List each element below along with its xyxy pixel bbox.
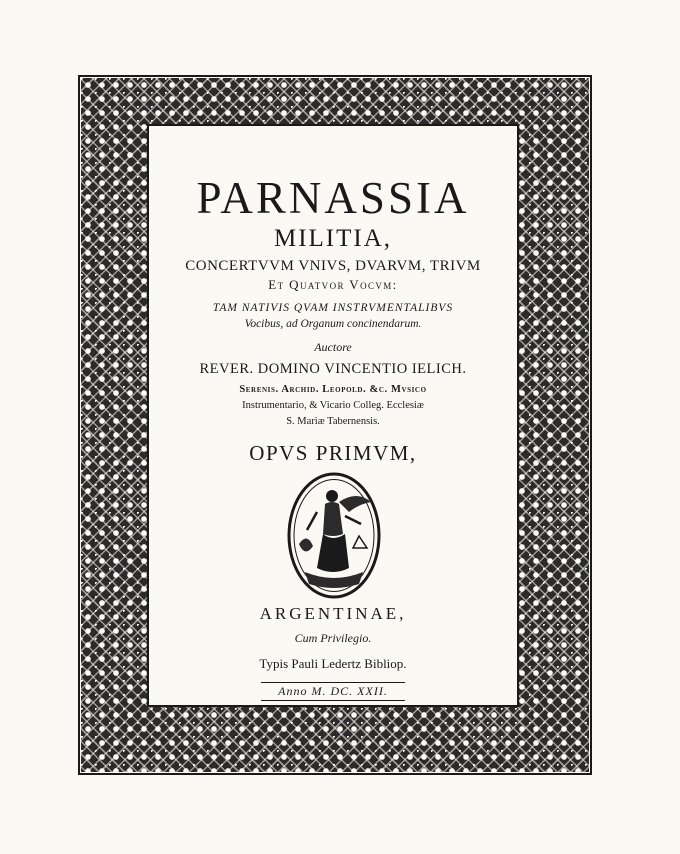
city-name: ARGENTINAE, <box>259 604 407 623</box>
description-line-4: Vocibus, ad Organum concinendarum. <box>244 318 422 330</box>
author-name: REVER. DOMINO VINCENTIO IELICH. <box>199 361 467 377</box>
opus-label: OPVS PRIMVM, <box>249 441 417 465</box>
author-title-line-1: Serenis. Archid. Leopold. &c. Mvsico <box>239 384 427 395</box>
page-subtitle: MILITIA, <box>273 225 393 252</box>
rule-bottom <box>261 700 405 701</box>
author-title-line-3: S. Mariæ Tabernensis. <box>286 416 380 427</box>
rule-top <box>261 682 405 683</box>
page-title: PARNASSIA <box>196 173 470 223</box>
year-text: Anno M. DC. XXII. <box>278 684 388 698</box>
printer-line: Typis Pauli Ledertz Bibliop. <box>259 656 407 671</box>
author-title-line-2: Instrumentario, & Vicario Colleg. Ecclesiæ <box>242 400 424 411</box>
title-panel <box>147 124 519 707</box>
description-line-3: TAM NATIVIS QVAM INSTRVMENTALIBVS <box>212 302 454 314</box>
auctore-label: Auctore <box>314 340 352 354</box>
emblem-icon <box>287 472 381 599</box>
description-line-2: Et Quatvor Vocvm: <box>268 277 398 292</box>
description-line-1: CONCERTVVM VNIVS, DVARVM, TRIVM <box>185 258 481 274</box>
year-line <box>149 684 517 699</box>
privilege-note: Cum Privilegio. <box>294 631 372 645</box>
